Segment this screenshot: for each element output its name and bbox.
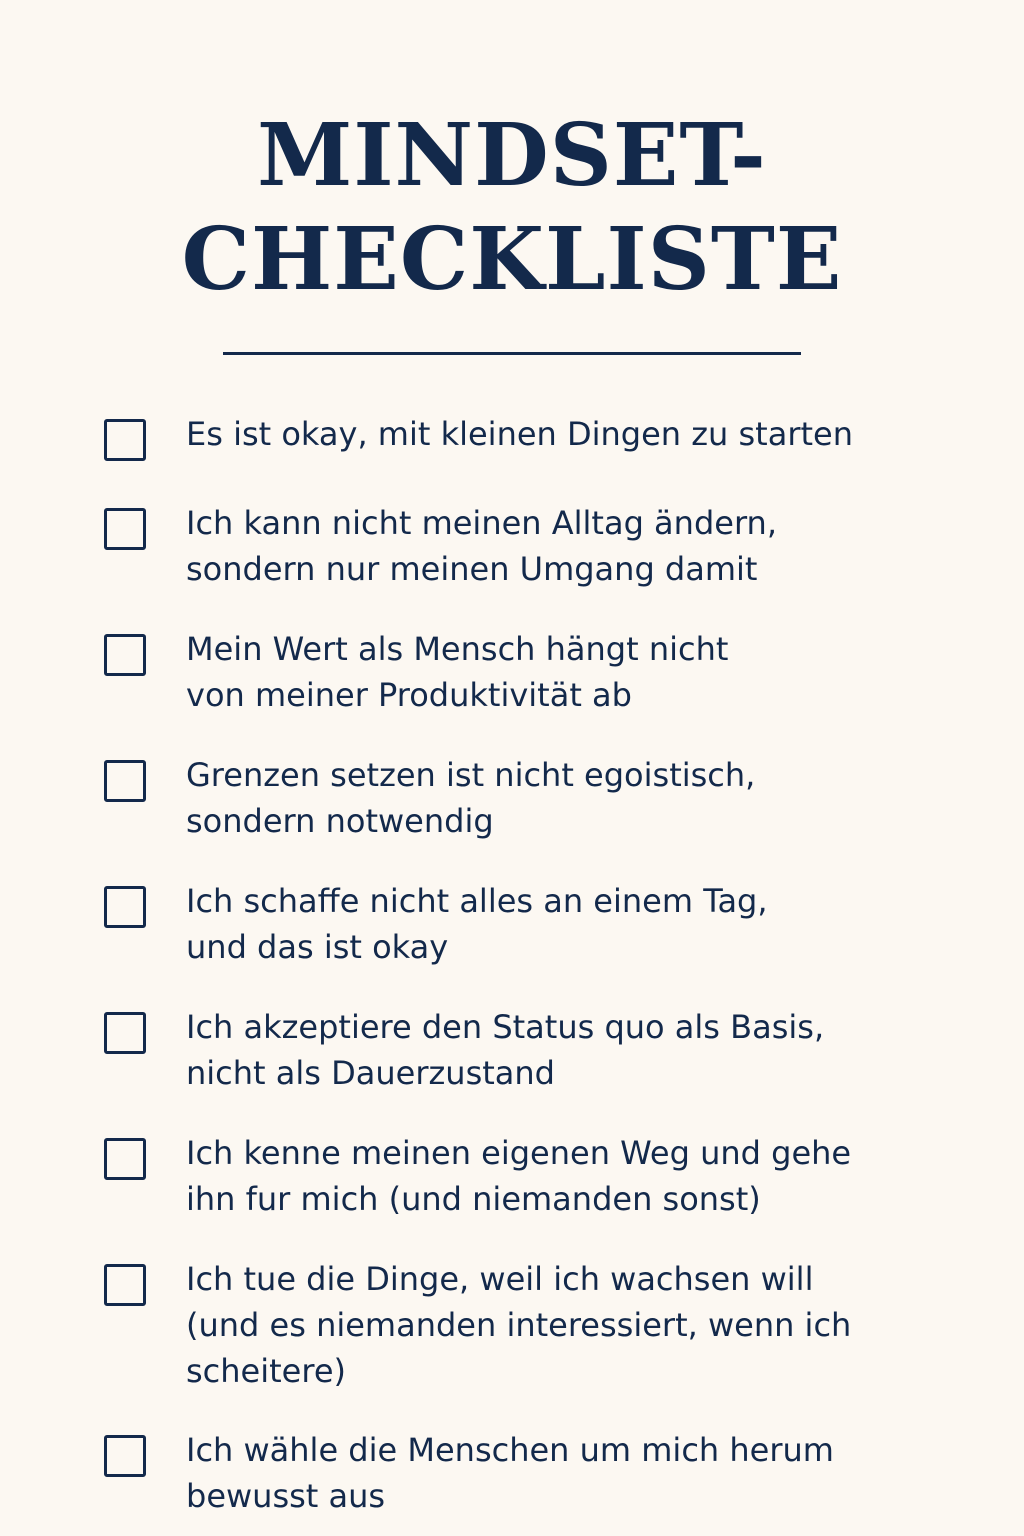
checklist-item-line: ihn fur mich (und niemanden sonst) — [186, 1180, 761, 1218]
checkbox[interactable] — [104, 886, 146, 928]
checklist-item-line: sondern nur meinen Umgang damit — [186, 550, 758, 588]
checklist-item-line: bewusst aus — [186, 1477, 386, 1515]
checkbox[interactable] — [104, 1012, 146, 1054]
checkbox[interactable] — [104, 1264, 146, 1306]
checklist-item-line: (und es niemanden interessiert, wenn ich — [186, 1306, 852, 1344]
checklist-item-line: Ich tue die Dinge, weil ich wachsen will — [186, 1260, 814, 1298]
checkbox[interactable] — [104, 1435, 146, 1477]
checklist-item-line: Ich kenne meinen eigenen Weg und gehe — [186, 1134, 852, 1172]
checklist-item-line: Es ist okay, mit kleinen Dingen zu starten — [186, 415, 853, 453]
checkbox[interactable] — [104, 1138, 146, 1180]
checklist-item-line: von meiner Produktivität ab — [186, 676, 632, 714]
checklist-item-label — [186, 752, 906, 844]
title-line-2: CHECKLISTE — [181, 209, 843, 310]
checklist-item-line: Ich akzeptiere den Status quo als Basis, — [186, 1008, 825, 1046]
checklist-item-label — [186, 411, 906, 457]
checklist-item-line: und das ist okay — [186, 928, 449, 966]
checklist-item-label — [186, 878, 906, 970]
checklist-item-line: Ich schaffe nicht alles an einem Tag, — [186, 882, 768, 920]
checklist-item-label — [186, 626, 906, 718]
checklist-item-label — [186, 1130, 906, 1222]
checklist-item-label — [186, 1004, 906, 1096]
checklist-item-line: Grenzen setzen ist nicht egoistisch, — [186, 756, 756, 794]
checklist-item-line: scheitere) — [186, 1352, 346, 1390]
checklist-item-line: Ich kann nicht meinen Alltag ändern, — [186, 504, 777, 542]
checklist-item-label — [186, 1256, 906, 1394]
checkbox[interactable] — [104, 760, 146, 802]
title-line-1: MINDSET- — [257, 105, 767, 206]
checkbox[interactable] — [104, 419, 146, 461]
checklist-item-line: Mein Wert als Mensch hängt nicht — [186, 630, 729, 668]
title-divider — [223, 352, 801, 355]
checklist-item-label — [186, 1427, 906, 1519]
checkbox[interactable] — [104, 508, 146, 550]
checkbox[interactable] — [104, 634, 146, 676]
checklist-item-line: sondern notwendig — [186, 802, 494, 840]
checklist-item-label — [186, 500, 906, 592]
checklist-item-line: Ich wähle die Menschen um mich herum — [186, 1431, 834, 1469]
checklist-item-line: nicht als Dauerzustand — [186, 1054, 555, 1092]
page-title — [0, 104, 1024, 312]
